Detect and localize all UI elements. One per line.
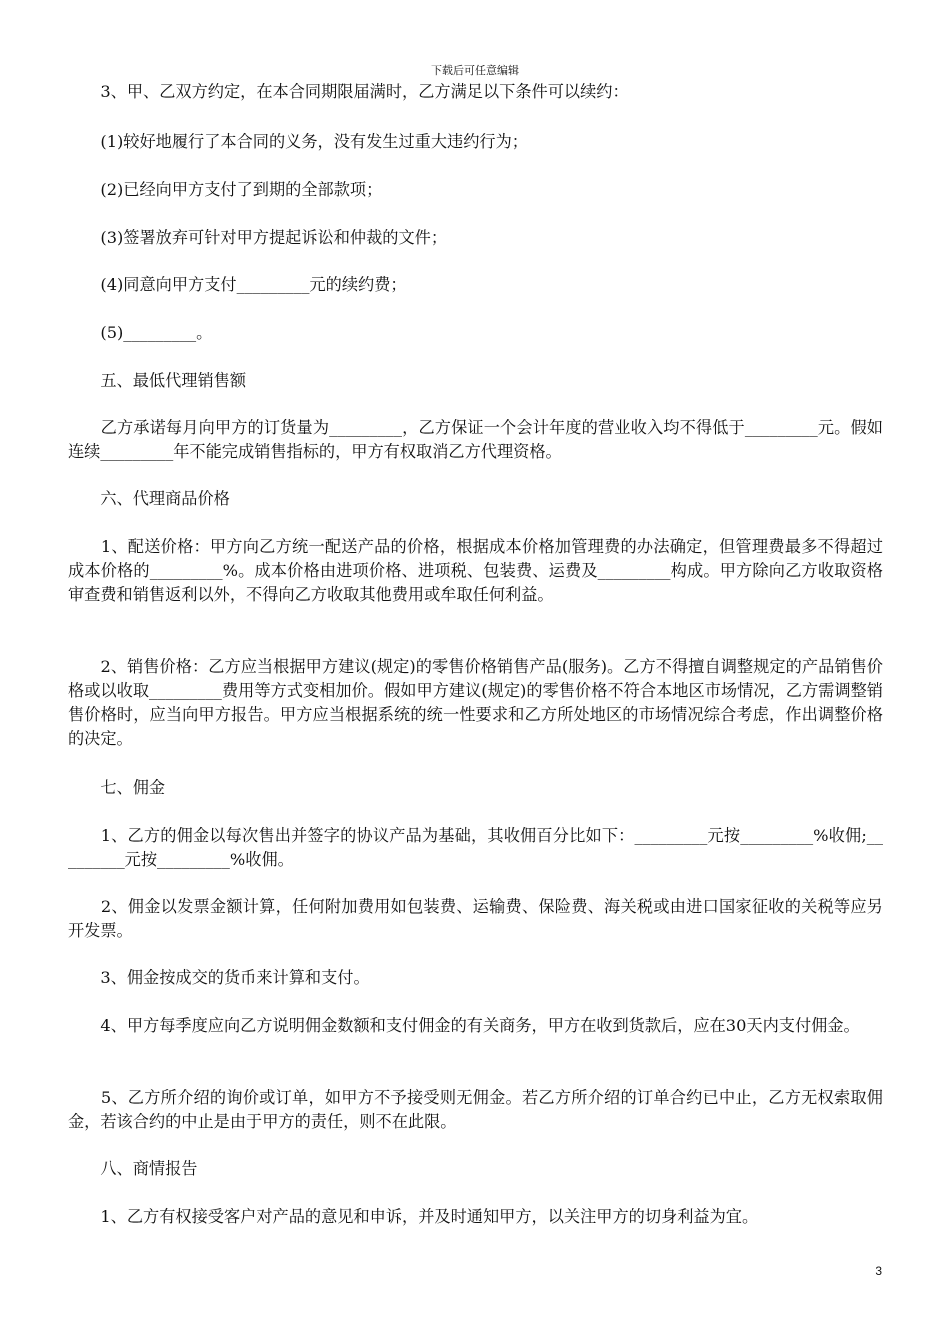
page-header: 下载后可任意编辑 xyxy=(431,64,519,77)
commission-clause-5: 5、乙方所介绍的询价或订单，如甲方不予接受则无佣金。若乙方所介绍的订单合约已中止，乙方无权索取佣金，若该合约的中止是由于甲方的责任，则不在此限。 xyxy=(68,1088,883,1131)
section-5-heading: 五、最低代理销售额 xyxy=(68,371,247,390)
section-7-heading: 七、佣金 xyxy=(68,778,166,797)
commission-clause-3: 3、佣金按成交的货币来计算和支付。 xyxy=(68,968,370,987)
commission-clause-2: 2、佣金以发票金额计算，任何附加费用如包装费、运输费、保险费、海关税或由进口国家征收的关税等应另开发票。 xyxy=(68,897,883,940)
clause-3-renewal: 3、甲、乙双方约定，在本合同期限届满时，乙方满足以下条件可以续约： xyxy=(68,82,629,101)
commission-clause-4: 4、甲方每季度应向乙方说明佣金数额和支付佣金的有关商务，甲方在收到货款后，应在30天内支付佣金。 xyxy=(68,1016,860,1035)
sales-price-clause: 2、销售价格：乙方应当根据甲方建议(规定)的零售价格销售产品(服务)。乙方不得擅自调整规定的产品销售价格或以收取_________费用等方式变相加价。假如甲方建议(规定)的零售价格不符合本地区市场情况，乙方需调整销售价格时，应当向甲方报告。甲方应当根据系统的统一性要求和乙方所处地区的市场情况综合考虑，作出调整价格的决定。 xyxy=(68,657,883,748)
section-6-heading: 六、代理商品价格 xyxy=(68,489,230,508)
delivery-price-clause: 1、配送价格：甲方向乙方统一配送产品的价格，根据成本价格加管理费的办法确定，但管理费最多不得超过成本价格的_________%。成本价格由进项价格、进项税、包装费、运费及_________构成。甲方除向乙方收取资格审查费和销售返利以外，不得向乙方收取其他费用或牟取任何利益。 xyxy=(68,537,883,604)
condition-5: (5)_________。 xyxy=(68,323,213,342)
business-report-clause-1: 1、乙方有权接受客户对产品的意见和申诉，并及时通知甲方，以关注甲方的切身利益为宜。 xyxy=(68,1207,759,1226)
condition-4: (4)同意向甲方支付_________元的续约费； xyxy=(68,275,407,294)
condition-2: (2)已经向甲方支付了到期的全部款项； xyxy=(68,180,383,199)
condition-3: (3)签署放弃可针对甲方提起诉讼和仲裁的文件； xyxy=(68,228,448,247)
commission-clause-1: 1、乙方的佣金以每次售出并签字的协议产品为基础，其收佣百分比如下：_________元按_________%收佣;_________元按_________%收佣。 xyxy=(68,826,883,869)
section-8-heading: 八、商情报告 xyxy=(68,1159,198,1178)
page-number: 3 xyxy=(875,1264,882,1278)
condition-1: (1)较好地履行了本合同的义务，没有发生过重大违约行为； xyxy=(68,132,528,151)
section-5-body: 乙方承诺每月向甲方的订货量为_________，乙方保证一个会计年度的营业收入均不得低于_________元。假如连续_________年不能完成销售指标的，甲方有权取消乙方代理资格。 xyxy=(68,418,883,461)
